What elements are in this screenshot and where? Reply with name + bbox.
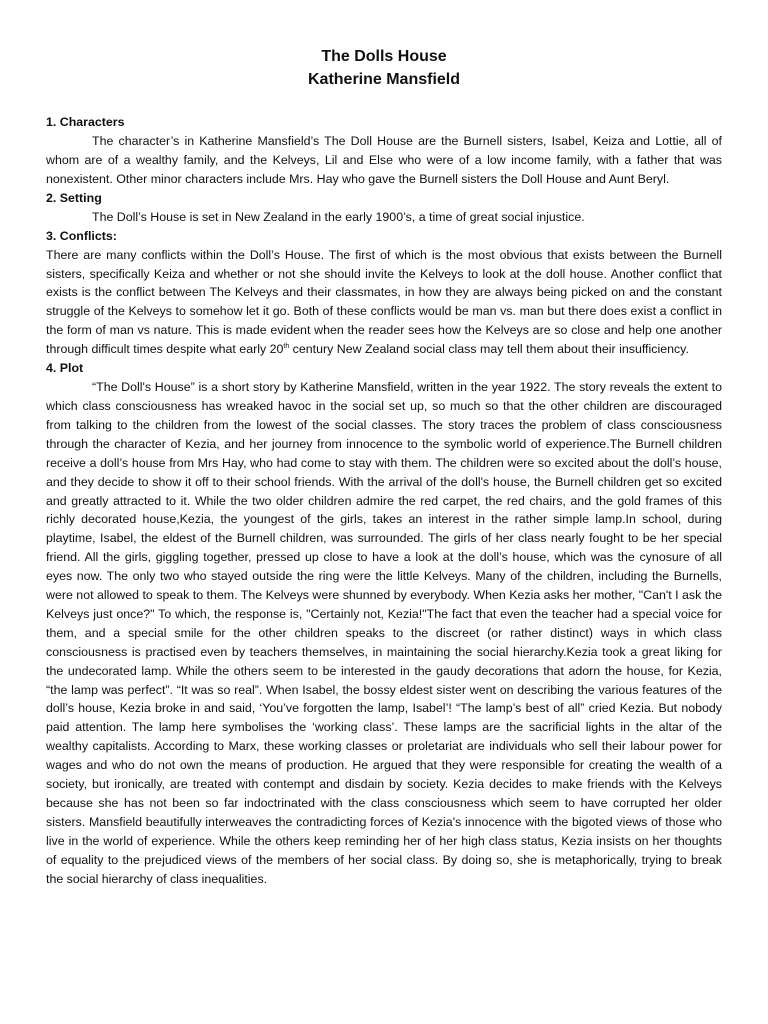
document-author: Katherine Mansfield <box>307 71 461 88</box>
section-paragraph: The character’s in Katherine Mansfield’s The Doll House are the Burnell sisters, Isabel, Keiza and Lottie, all of whom are of a wealthy family, and the Kelveys, Lil and Else who were of a low income family, with a father that was nonexistent. Other minor characters include Mrs. Hay who gave the Burnell sisters the Doll House and Aunt Beryl. <box>46 134 722 186</box>
title-block <box>46 45 722 91</box>
section-heading: 1. Characters <box>46 115 125 129</box>
paragraph-text: There are many conflicts within the Doll’s House. The first of which is the most obvious that exists between the Burnell sisters, specifically Keiza and whether or not she should invite the Kelveys to look at the doll house. Another conflict that exists is the conflict between The Kelveys and their classmates, in how they are always being picked on and the constant struggle of the Kelveys to somehow let it go. Both of these conflicts would be man vs. man but there does exist a conflict in the form of man vs nature. This is made evident when the reader sees how the Kelveys are so close and help one another through difficult times despite what early 20 <box>46 247 722 357</box>
section-heading: 2. Setting <box>46 190 102 205</box>
section-heading: 4. Plot <box>46 361 84 376</box>
section-paragraph: The Doll’s House is set in New Zealand in the early 1900’s, a time of great social injustice. <box>92 209 585 224</box>
section-paragraph: “The Doll's House” is a short story by Katherine Mansfield, written in the year 1922. The story reveals the extent to which class consciousness has wreaked havoc in the social set up, so much so that the other children are discouraged from talking to the children from the lowest of the social classes. The story traces the problem of class consciousness through the character of Kezia, and her journey from innocence to the symbolic world of experience.The Burnell children receive a doll’s house from Mrs Hay, who had come to stay with them. The children were so excited about the doll’s house, and they decide to show it off to their school friends. With the arrival of the doll's house, the Burnell children get so excited and greatly attracted to it. While the two older children admire the red carpet, the red chairs, and the gold frames of this richly decorated house,Kezia, the youngest of the girls, takes an interest in the rather simple lamp.In school, during playtime, Isabel, the eldest of the Burnell children, was surrounded. The girls of her class nearly fought to be her special friend. All the girls, giggling together, pressed up close to have a look at the doll’s house, which was the cynosure of all eyes now. The only two who stayed outside the ring were the little Kelveys. Many of the children, including the Burnells, were not allowed to speak to them. The Kelveys were shunned by everybody. When Kezia asks her mother, "Can't I ask the Kelveys just once?" To which, the response is, "Certainly not, Kezia!"The fact that even the teacher had a special voice for them, and a special smile for the other children speaks to the discreet (or rather distinct) ways in which class consciousness is practised even by teachers themselves, in maintaining the social hierarchy.Kezia took a great liking for the undecorated lamp. While the others seem to be interested in the gaudy decorations that adorn the house, for Kezia, “the lamp was perfect”. “It was so real”. When Isabel, the bossy eldest sister went on describing the various features of the doll’s house, Kezia broke in and said, ‘You’ve forgotten the lamp, Isabel’! “The lamp’s best of all” cried Kezia. But nobody paid attention. The lamp here symbolises the ‘working class’. These lamps are the sacrificial lights in the altar of the wealthy capitalists. According to Marx, these working classes or proletariat are individuals who sell their labour power for wages and who do not own the means of production. He argued that they were responsible for creating the wealth of a society, but ironically, are treated with contempt and disdain by society. Kezia decides to make friends with the Kelveys because she has not been so far indoctrinated with the class consciousness which seem to have corrupted her older sisters. Mansfield beautifully interweaves the contradicting forces of Kezia's innocence with the bigoted views of those who live in the world of experience. While the others keep reminding her of her high class status, Kezia insists on her thoughts of equality to the prejudiced views of the members of her social class. By doing so, she is metaphorically, trying to break the social hierarchy of class inequalities. <box>46 380 722 886</box>
section-conflicts <box>46 227 722 359</box>
section-characters <box>46 113 722 189</box>
paragraph-text: century New Zealand social class may tell them about their insufficiency. <box>289 342 689 357</box>
document-title: The Dolls House <box>321 48 447 65</box>
superscript: th <box>283 343 290 351</box>
section-heading: 3. Conflicts: <box>46 228 117 243</box>
section-paragraph <box>46 246 722 359</box>
section-setting <box>46 189 722 227</box>
section-plot <box>46 359 722 888</box>
